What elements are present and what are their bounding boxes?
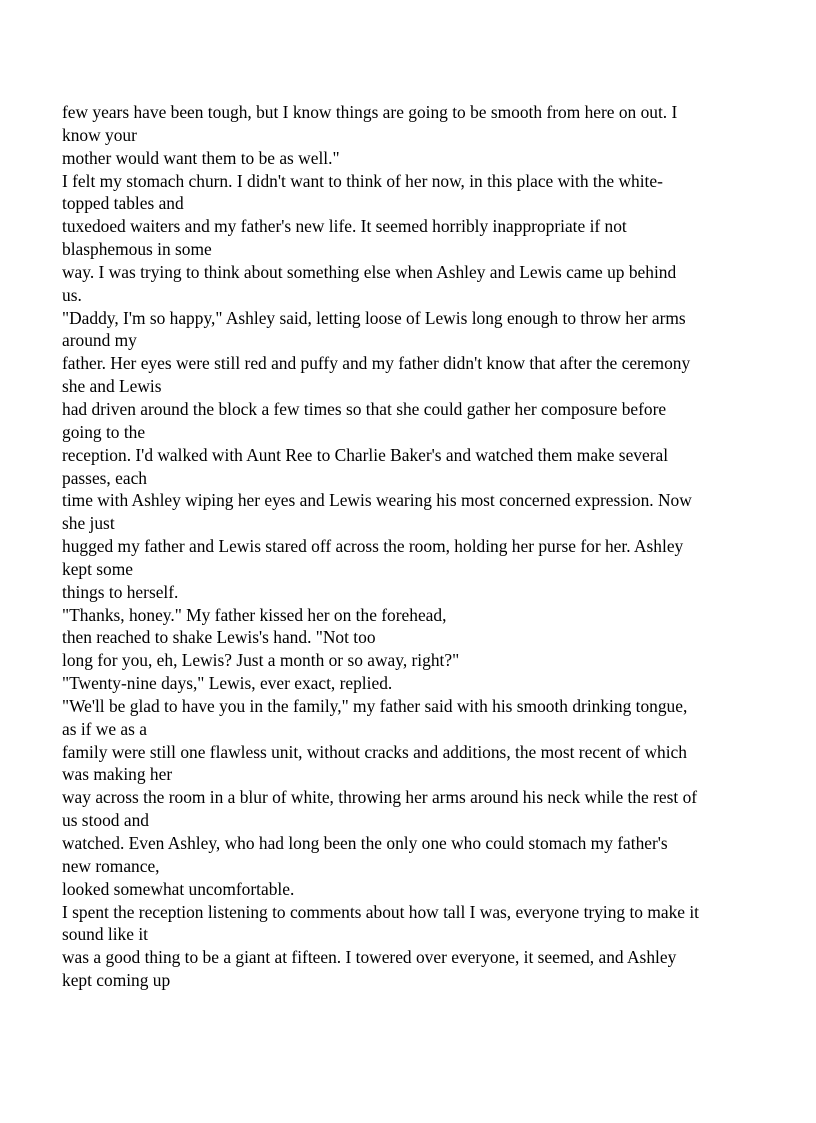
text-line: she and Lewis [62,376,162,397]
text-line: way. I was trying to think about something else when Ashley and Lewis came up behind [62,261,677,282]
text-line: was making her [62,764,173,785]
text-line: new romance, [62,855,160,876]
text-line: father. Her eyes were still red and puffy and my father didn't know that after the ceremony [62,353,691,374]
text-line: sound like it [62,924,148,945]
text-line: as if we as a [62,718,147,739]
text-line: mother would want them to be as well." [62,147,340,168]
text-line: reception. I'd walked with Aunt Ree to Charlie Baker's and watched them make several [62,444,669,465]
text-line: tuxedoed waiters and my father's new life. It seemed horribly inappropriate if not [62,216,627,237]
text-line: passes, each [62,467,147,488]
text-line: I spent the reception listening to comments about how tall I was, everyone trying to make it [62,901,700,922]
text-line: time with Ashley wiping her eyes and Lewis wearing his most concerned expression. Now [62,490,692,511]
text-line: us stood and [62,810,149,831]
text-line: going to the [62,421,146,442]
text-line: kept some [62,558,133,579]
text-line: long for you, eh, Lewis? Just a month or so away, right?" [62,650,460,671]
text-line: topped tables and [62,193,184,214]
text-line: "Daddy, I'm so happy," Ashley said, letting loose of Lewis long enough to throw her arms [62,307,686,328]
document-page [62,101,762,992]
text-line: way across the room in a blur of white, throwing her arms around his neck while the rest of [62,787,698,808]
text-line: family were still one flawless unit, without cracks and additions, the most recent of which [62,741,687,762]
text-line: hugged my father and Lewis stared off across the room, holding her purse for her. Ashley [62,536,684,557]
text-line: had driven around the block a few times so that she could gather her composure before [62,398,667,419]
text-line: know your [62,124,137,145]
text-line: looked somewhat uncomfortable. [62,878,295,899]
text-line: I felt my stomach churn. I didn't want to think of her now, in this place with the white- [62,170,663,191]
text-line: around my [62,330,137,351]
text-body [62,101,762,992]
text-line: kept coming up [62,970,171,991]
text-line: then reached to shake Lewis's hand. "Not too [62,627,376,648]
text-line: "Thanks, honey." My father kissed her on the forehead, [62,604,447,625]
text-line: us. [62,284,82,305]
text-line: was a good thing to be a giant at fifteen. I towered over everyone, it seemed, and Ashley [62,947,677,968]
text-line: few years have been tough, but I know things are going to be smooth from here on out. I [62,102,678,122]
text-line: "Twenty-nine days," Lewis, ever exact, replied. [62,673,393,694]
text-line: "We'll be glad to have you in the family," my father said with his smooth drinking tongue, [62,695,688,716]
text-line: things to herself. [62,581,179,602]
text-line: watched. Even Ashley, who had long been the only one who could stomach my father's [62,833,668,853]
text-line: blasphemous in some [62,239,212,260]
text-line: she just [62,513,115,534]
